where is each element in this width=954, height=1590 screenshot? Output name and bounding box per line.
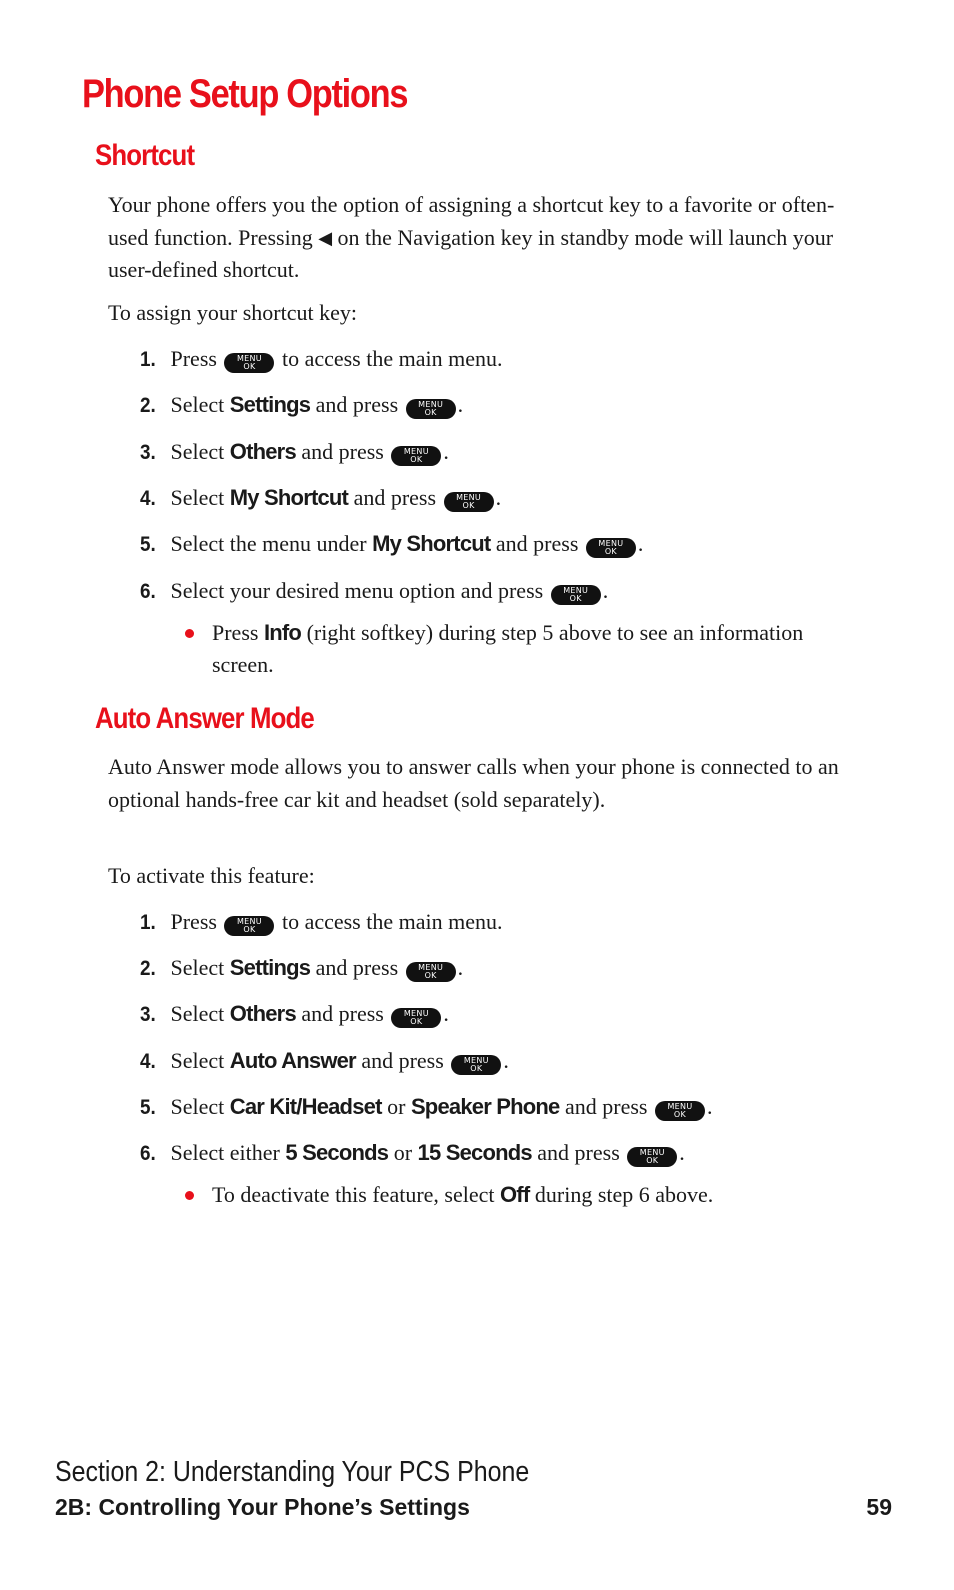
step-text: . xyxy=(457,955,464,980)
note-text: To deactivate this feature, select Off during step 6 above. xyxy=(212,1182,714,1207)
menu-ok-key-icon: MENU OK xyxy=(444,492,494,512)
step-number: 6. xyxy=(140,1142,156,1165)
step-text: . xyxy=(679,1140,685,1165)
menu-item-name: 15 Seconds xyxy=(417,1140,532,1165)
auto-answer-step-1 xyxy=(140,907,860,938)
step-text: . xyxy=(457,392,464,417)
menu-ok-key-icon: MENU OK xyxy=(551,585,601,605)
step-text: to access the main menu. xyxy=(281,346,503,371)
menu-ok-key-icon: MENU OK xyxy=(451,1055,501,1075)
menu-ok-key-icon: MENU OK xyxy=(224,916,274,936)
step-text: and press xyxy=(495,531,579,556)
auto-answer-intro: Auto Answer mode allows you to answer calls when your phone is connected to an optional hands-free car kit and headset (sold separately). xyxy=(108,754,839,812)
step-text: and press xyxy=(353,485,437,510)
step-text: and press xyxy=(537,1140,620,1165)
step-number: 5. xyxy=(140,533,156,556)
step-text: . xyxy=(602,578,609,603)
note-text: Press Info (right softkey) during step 5 above to see an information screen. xyxy=(212,620,804,677)
auto-answer-step-5 xyxy=(140,1092,860,1123)
step-text: and press xyxy=(315,392,399,417)
auto-answer-step-6 xyxy=(140,1138,860,1169)
menu-item-name: Settings xyxy=(229,955,311,980)
menu-item-name: Car Kit/Headset xyxy=(229,1094,382,1119)
auto-answer-note xyxy=(185,1179,845,1211)
shortcut-assign-intro: To assign your shortcut key: xyxy=(108,300,357,325)
step-number: 3. xyxy=(140,1003,156,1026)
step-text: Select either xyxy=(170,1140,280,1165)
menu-item-name: Others xyxy=(229,1001,296,1026)
step-number: 1. xyxy=(140,348,156,371)
arrow-left-icon: ◀ xyxy=(318,227,333,248)
menu-item-name: My Shortcut xyxy=(229,485,349,510)
step-text: and press xyxy=(301,439,384,464)
step-number: 3. xyxy=(140,441,156,464)
step-text: Select xyxy=(170,1048,225,1073)
step-text: . xyxy=(495,485,502,510)
step-text: . xyxy=(443,439,449,464)
step-text: or xyxy=(393,1140,413,1165)
menu-item-name: Settings xyxy=(229,392,311,417)
step-text: . xyxy=(706,1094,713,1119)
shortcut-intro-text-2: on the Navigation key in standby mode will launch your user-defined shortcut. xyxy=(108,224,834,282)
auto-answer-step-4 xyxy=(140,1046,860,1077)
page-number: 59 xyxy=(866,1494,892,1520)
step-text: to access the main menu. xyxy=(281,909,503,934)
step-text: Select xyxy=(170,485,225,510)
menu-ok-key-icon: MENU OK xyxy=(655,1101,705,1121)
menu-ok-key-icon: MENU OK xyxy=(627,1147,677,1167)
menu-ok-key-icon: MENU OK xyxy=(406,399,456,419)
step-text: Select xyxy=(170,1094,225,1119)
step-number: 5. xyxy=(140,1096,156,1119)
shortcut-step-4 xyxy=(140,483,860,514)
step-text: and press xyxy=(315,955,399,980)
auto-answer-step-3 xyxy=(140,999,860,1030)
shortcut-step-6 xyxy=(140,576,860,607)
step-number: 2. xyxy=(140,957,156,980)
menu-item-name: Speaker Phone xyxy=(410,1094,560,1119)
page-title: Phone Setup Options xyxy=(82,72,408,116)
bullet-icon xyxy=(185,629,194,638)
step-text: and press xyxy=(361,1048,444,1073)
footer-chapter-title: 2B: Controlling Your Phone’s Settings xyxy=(55,1494,470,1520)
bullet-icon xyxy=(185,1191,194,1200)
step-text: Press xyxy=(170,346,217,371)
step-text: and press xyxy=(301,1001,384,1026)
auto-answer-step-2 xyxy=(140,953,860,984)
step-text: Press xyxy=(170,909,217,934)
step-text: . xyxy=(637,531,644,556)
step-number: 4. xyxy=(140,487,156,510)
step-text: Select xyxy=(170,1001,225,1026)
step-text: Select your desired menu option and press xyxy=(170,578,544,603)
menu-ok-key-icon: MENU OK xyxy=(586,538,636,558)
auto-answer-heading: Auto Answer Mode xyxy=(95,702,314,735)
menu-ok-key-icon: MENU OK xyxy=(391,1008,441,1028)
shortcut-intro-text-1: Your phone offers you the option of assigning a shortcut key to a favorite or often-used function. Pressing xyxy=(108,192,835,250)
step-number: 4. xyxy=(140,1050,156,1073)
menu-item-name: Auto Answer xyxy=(229,1048,356,1073)
menu-ok-key-icon: MENU OK xyxy=(224,353,274,373)
step-number: 2. xyxy=(140,394,156,417)
step-text: and press xyxy=(565,1094,648,1119)
step-text: or xyxy=(387,1094,406,1119)
step-number: 6. xyxy=(140,580,156,603)
menu-item-name: My Shortcut xyxy=(372,531,491,556)
menu-ok-key-icon: MENU OK xyxy=(391,446,441,466)
shortcut-heading: Shortcut xyxy=(95,139,195,172)
step-text: Select the menu under xyxy=(170,531,367,556)
shortcut-intro xyxy=(108,189,848,287)
auto-answer-activate-intro: To activate this feature: xyxy=(108,863,315,888)
shortcut-step-2 xyxy=(140,390,860,421)
step-text: Select xyxy=(170,955,225,980)
step-text: . xyxy=(503,1048,509,1073)
shortcut-step-3 xyxy=(140,437,860,468)
step-number: 1. xyxy=(140,911,156,934)
menu-item-name: Others xyxy=(229,439,296,464)
footer-section-title: Section 2: Understanding Your PCS Phone xyxy=(55,1456,530,1488)
step-text: Select xyxy=(170,392,225,417)
shortcut-step-1 xyxy=(140,344,860,375)
step-text: Select xyxy=(170,439,225,464)
shortcut-note xyxy=(185,617,845,681)
menu-ok-key-icon: MENU OK xyxy=(406,962,456,982)
shortcut-step-5 xyxy=(140,529,860,560)
step-text: . xyxy=(443,1001,449,1026)
menu-item-name: 5 Seconds xyxy=(285,1140,389,1165)
